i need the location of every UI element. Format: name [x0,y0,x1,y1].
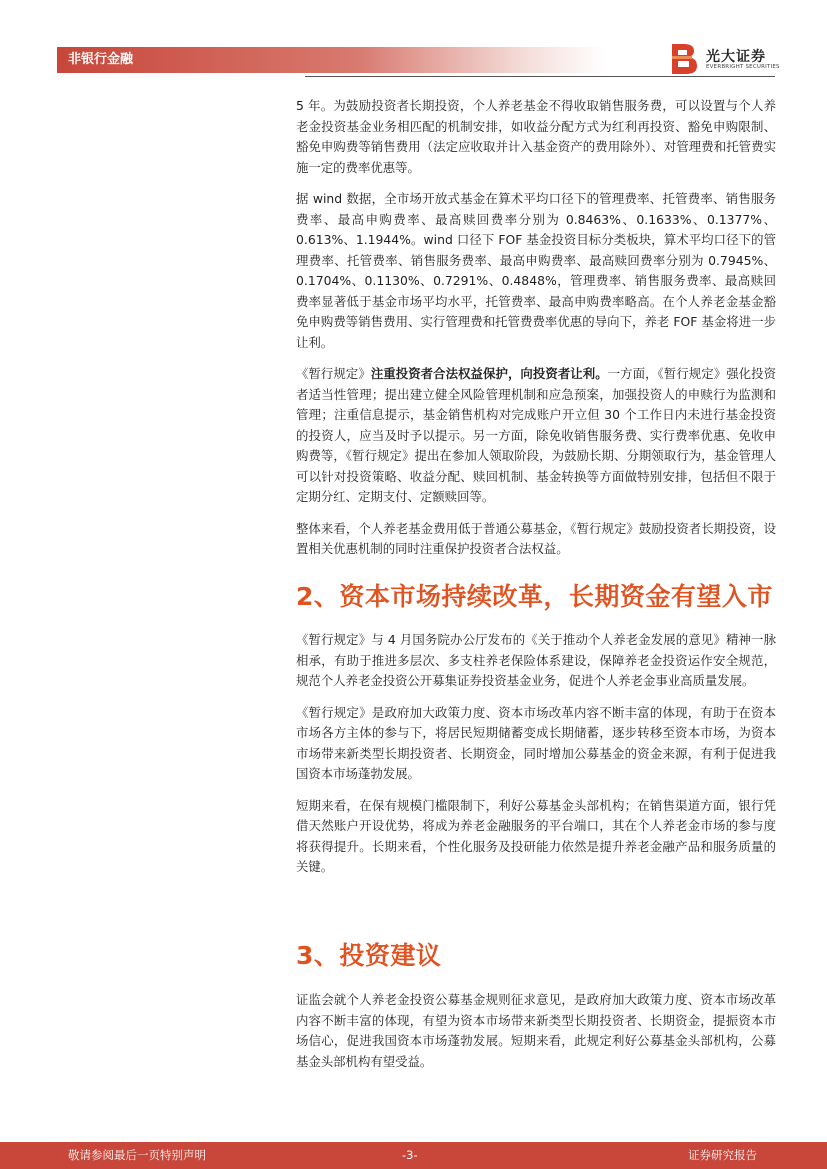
logo-name: 光大证券 [706,49,766,65]
everbright-logo-icon [670,42,700,76]
paragraph-summary: 整体来看，个人养老基金费用低于普通公募基金，《暂行规定》鼓励投资者长期投资，设置相关优惠机制的同时注重保护投资者合法权益。 [296,520,776,556]
paragraph-short-long-term: 短期来看，在保有规模门槛限制下，利好公募基金头部机构；在销售渠道方面，银行凭借天然账户开设优势，将成为养老金融服务的平台端口，其在个人养老金市场的参与度将获得提升。长期来看，个性化服务及投研能力依然是提升养老金融产品和服务质量的关键。 [296,797,776,874]
paragraph-investment-advice: 证监会就个人养老金投资公募基金规则征求意见，是政府加大政策力度、资本市场改革内容不断丰富的体现，有望为资本市场带来新类型长期投资者、长期资金，提振资本市场信心，促进我国资本市场蓬勃发展。短期来看，此规定利好公募基金头部机构，公募基金头部机构有望受益。 [296,992,776,1069]
paragraph-investor-protection [296,364,776,508]
footer-disclaimer: 敬请参阅最后一页特别声明 [68,1148,206,1162]
paragraph-policy-strength: 《暂行规定》是政府加大政策力度、资本市场改革内容不断丰富的体现，有助于在资本市场各方主体的参与下，将居民短期储蓄变成长期储蓄，逐步转移至资本市场，为资本市场带来新类型长期投资者、长期资金，同时增加公募基金的资金来源，有利于促进我国资本市场蓬勃发展。 [296,704,776,781]
section-title-investment-advice: 3、投资建议 [296,941,442,970]
content-block-3 [296,990,776,1072]
section-title-capital-market: 2、资本市场持续改革，长期资金有望入市 [296,582,773,611]
header-rule [305,76,775,77]
paragraph-wind-data: 据 wind 数据，全市场开放式基金在算术平均口径下的管理费率、托管费率、销售服务费率、最高申购费率、最高赎回费率分别为 0.8463%、0.1633%、0.1377%、0.613%、1.1944%。wind 口径下 FOF 基金投资目标分类板块，算术平均口径下的管理费率、托管费率、销售服务费率、最高申购费率、最高赎回费率分别为 0.7945%、0.1704%、0.1130%、0.7291%、0.4848%，管理费率、销售服务费率、最高赎回费率显著低于基金市场平均水平，托管费率、最高申购费率略高。在个人养老金基金豁免申购费等销售费用、实行管理费和托管费费率优惠的导向下，养老 FOF 基金将进一步让利。 [296,191,776,350]
page-number: -3- [402,1148,418,1162]
header-band [57,47,605,73]
content-block-2 [296,630,776,878]
content-block-1 [296,96,776,560]
header-section-label: 非银行金融 [68,52,134,67]
brand-logo [670,42,790,76]
logo-subtitle: EVERBRIGHT SECURITIES [706,64,780,70]
paragraph-body: 一方面，《暂行规定》强化投资者适当性管理；提出建立健全风险管理机制和应急预案，加强投资人的申赎行为监测和管理；注重信息提示，基金销售机构对完成账户开立但 30 个工作日内未进行基金投资的投资人，应当及时予以提示。另一方面，除免收销售服务费、实行费率优惠、免收申购费等，《暂行规定》提出在参加人领取阶段，为鼓励长期、分期领取行为，基金管理人可以针对投资策略、收益分配、赎回机制、基金转换等方面做特别安排，包括但不限于定期分红、定期支付、定额赎回等。 [296,366,776,504]
paragraph-policy-continuity: 《暂行规定》与 4 月国务院办公厅发布的《关于推动个人养老金发展的意见》精神一脉相承，有助于推进多层次、多支柱养老保险体系建设，保障养老金投资运作安全规范，规范个人养老金投资公开募集证券投资基金业务，促进个人养老金事业高质量发展。 [296,632,776,688]
paragraph-emphasis: 注重投资者合法权益保护，向投资者让利。 [370,366,608,381]
paragraph-lead: 《暂行规定》 [296,366,371,381]
paragraph-fee-policy: 5 年。为鼓励投资者长期投资，个人养老基金不得收取销售服务费，可以设置与个人养老金投资基金业务相匹配的机制安排，如收益分配方式为红利再投资、豁免申购限制、豁免申购费等销售费用（法定应收取并计入基金资产的费用除外）、对管理费和托管费实施一定的费率优惠等。 [296,98,776,175]
footer-report-type: 证券研究报告 [688,1148,757,1162]
